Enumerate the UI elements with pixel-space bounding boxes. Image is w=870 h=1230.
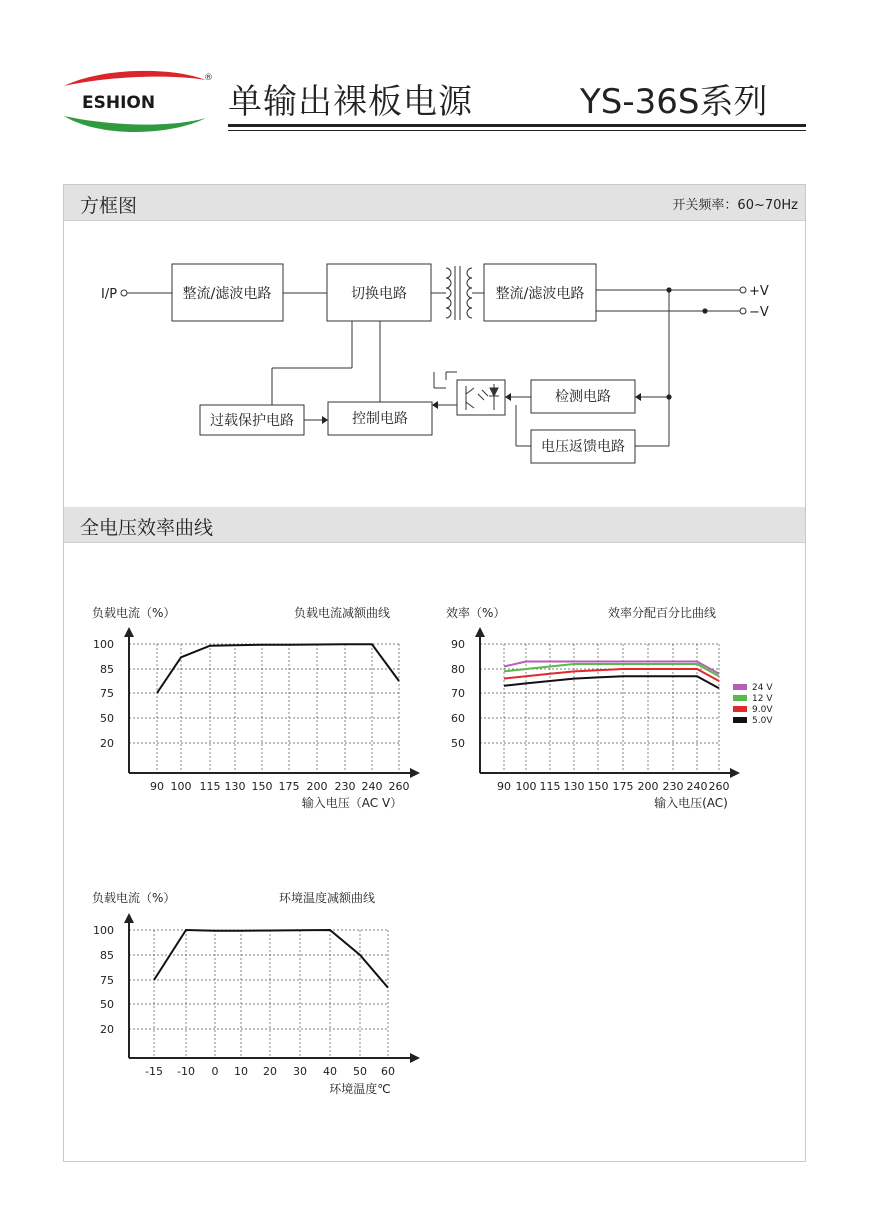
x-axis-label: 输入电压(AC) [654, 796, 728, 810]
block-diagram-title: 方框图 [80, 195, 138, 217]
chart-title: 环境温度减额曲线 [278, 891, 376, 905]
x-tick-label: 130 [224, 780, 246, 793]
x-tick-label: 175 [278, 780, 300, 793]
x-tick-label: 200 [637, 780, 659, 793]
x-tick-label: 230 [334, 780, 356, 793]
switching-frequency: 开关频率：60~70Hz [672, 198, 798, 213]
x-tick-label: 150 [587, 780, 609, 793]
x-axis-arrow [730, 768, 740, 778]
x-tick-label: 20 [263, 1065, 277, 1078]
x-tick-label: 50 [353, 1065, 367, 1078]
legend-label: 24 V [752, 683, 773, 693]
x-axis-arrow [410, 768, 420, 778]
x-tick-label: -15 [145, 1065, 163, 1078]
x-tick-label: 100 [170, 780, 192, 793]
control-label: 控制电路 [352, 411, 408, 427]
y-tick-label: 50 [100, 998, 114, 1011]
x-tick-label: 230 [662, 780, 684, 793]
y-tick-label: 100 [93, 924, 114, 937]
x-tick-label: 200 [306, 780, 328, 793]
y-axis-label: 负载电流（%） [92, 891, 176, 905]
x-tick-label: 30 [293, 1065, 307, 1078]
x-tick-label: 40 [323, 1065, 337, 1078]
chart-title: 负载电流减额曲线 [293, 606, 391, 620]
y-tick-label: 100 [93, 638, 114, 651]
y-axis-arrow [124, 913, 134, 923]
x-tick-label: 240 [686, 780, 708, 793]
y-tick-label: 70 [451, 687, 465, 700]
input-label: I/P [101, 287, 118, 302]
y-tick-label: 50 [100, 712, 114, 725]
product-series: YS-36S系列 [580, 82, 768, 122]
legend-label: 12 V [752, 694, 773, 704]
x-axis-arrow [410, 1053, 420, 1063]
x-tick-label: 260 [388, 780, 410, 793]
x-tick-label: 115 [539, 780, 561, 793]
y-tick-label: 85 [100, 663, 114, 676]
x-tick-label: 100 [515, 780, 537, 793]
registered-mark: ® [204, 73, 213, 83]
x-tick-label: 60 [381, 1065, 395, 1078]
x-tick-label: 90 [150, 780, 164, 793]
x-tick-label: 90 [497, 780, 511, 793]
x-tick-label: 130 [563, 780, 585, 793]
minus-v-label: −V [749, 305, 769, 320]
plus-v-label: +V [749, 284, 769, 299]
x-tick-label: 260 [708, 780, 730, 793]
x-axis-label: 环境温度℃ [329, 1082, 391, 1096]
y-axis-arrow [475, 627, 485, 637]
x-tick-label: 150 [251, 780, 273, 793]
x-tick-label: 0 [211, 1065, 219, 1078]
rect1-label: 整流/滤波电路 [182, 286, 272, 302]
x-tick-label: -10 [177, 1065, 195, 1078]
x-axis-label: 输入电压（AC V） [301, 796, 403, 810]
y-tick-label: 20 [100, 1023, 114, 1036]
logo-text: ESHION [82, 93, 156, 113]
y-tick-label: 60 [451, 712, 465, 725]
series-line [154, 930, 388, 988]
legend-swatch [733, 695, 747, 701]
curve-section-title: 全电压效率曲线 [80, 517, 214, 539]
y-tick-label: 75 [100, 687, 114, 700]
x-tick-label: 175 [612, 780, 634, 793]
legend-label: 9.0V [752, 705, 773, 715]
y-axis-label: 效率（%） [446, 606, 506, 620]
product-title: 单输出裸板电源 [228, 82, 473, 122]
legend-swatch [733, 717, 747, 723]
detect-label: 检测电路 [555, 389, 611, 405]
y-tick-label: 90 [451, 638, 465, 651]
y-axis-arrow [124, 627, 134, 637]
overload-label: 过载保护电路 [210, 413, 294, 429]
x-tick-label: 115 [199, 780, 221, 793]
y-tick-label: 85 [100, 949, 114, 962]
legend-label: 5.0V [752, 716, 773, 726]
chart-title: 效率分配百分比曲线 [607, 606, 717, 620]
y-tick-label: 20 [100, 737, 114, 750]
y-tick-label: 80 [451, 663, 465, 676]
x-tick-label: 240 [361, 780, 383, 793]
y-axis-label: 负载电流（%） [92, 606, 176, 620]
y-tick-label: 50 [451, 737, 465, 750]
rect2-label: 整流/滤波电路 [495, 286, 585, 302]
switch-label: 切换电路 [351, 286, 407, 302]
feedback-label: 电压返馈电路 [541, 439, 625, 455]
x-tick-label: 10 [234, 1065, 248, 1078]
y-tick-label: 75 [100, 974, 114, 987]
series-line [504, 669, 719, 681]
series-line [504, 676, 719, 688]
legend-swatch [733, 684, 747, 690]
legend-swatch [733, 706, 747, 712]
